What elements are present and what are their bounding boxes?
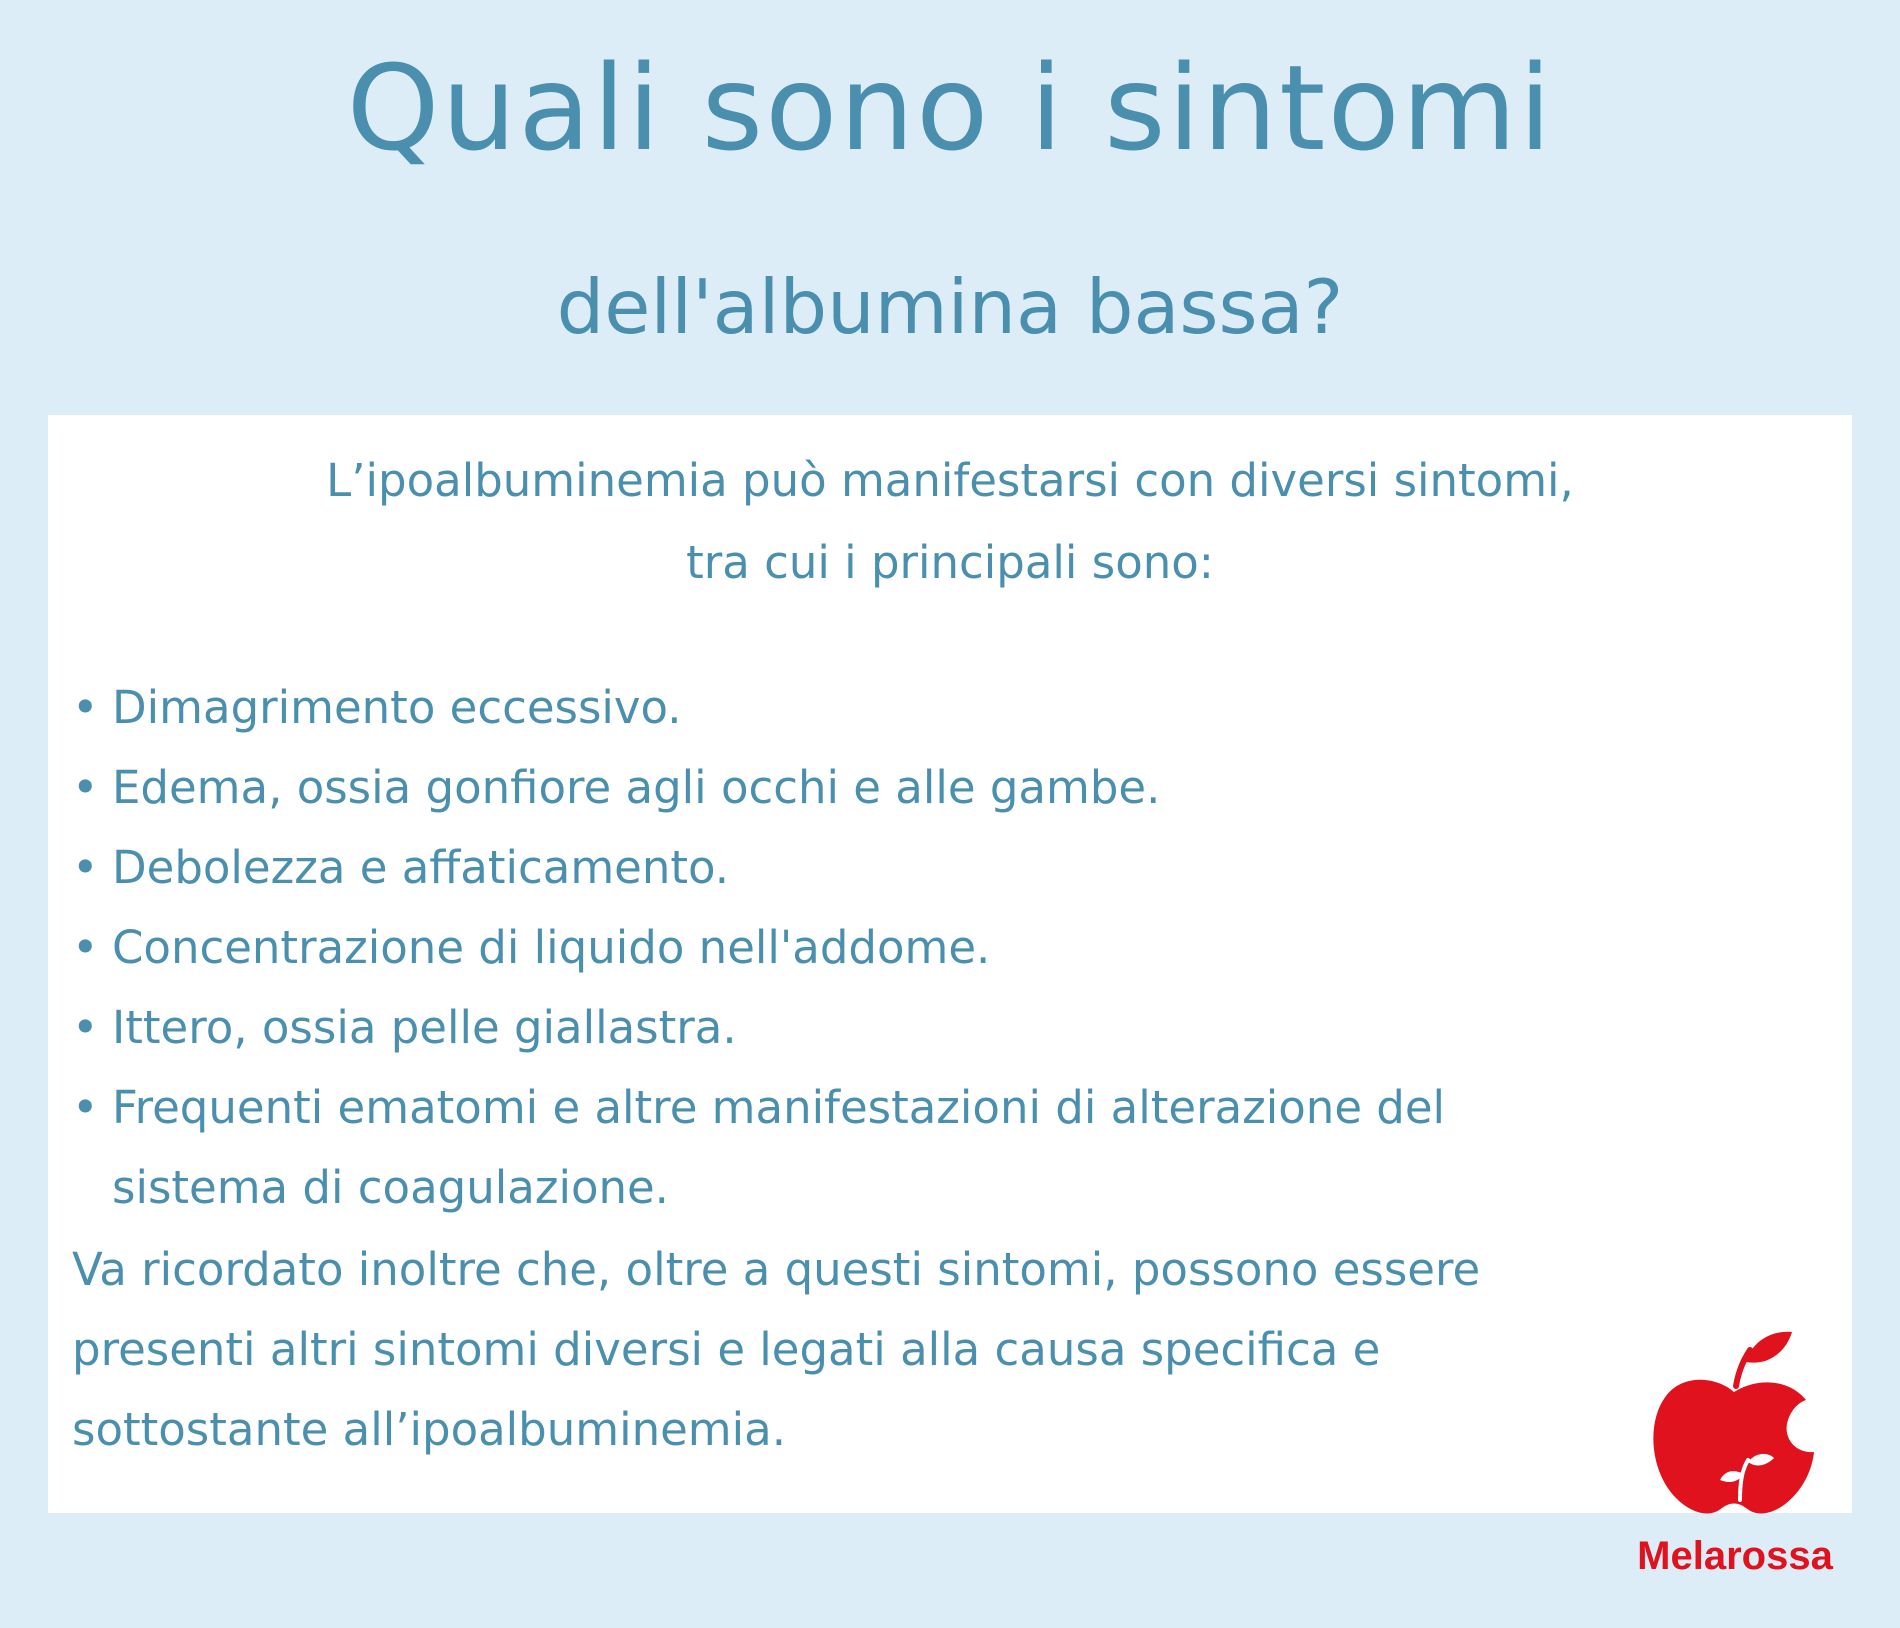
list-item: [72, 1068, 1445, 1148]
intro-line: tra cui i principali sono:: [686, 536, 1214, 589]
list-item: [72, 908, 1445, 988]
bullet-icon: •: [72, 1081, 99, 1134]
list-item-text: Ittero, ossia pelle giallastra.: [112, 1001, 737, 1054]
bullet-icon: •: [72, 921, 99, 974]
symptom-list: [72, 668, 1445, 1228]
intro-text: [48, 440, 1852, 604]
outro-line: sottostante all’ipoalbuminemia.: [72, 1403, 787, 1456]
list-item-text: sistema di coagulazione.: [112, 1161, 669, 1214]
list-item-text: Frequenti ematomi e altre manifestazioni di alterazione del: [112, 1081, 1446, 1134]
bullet-icon: •: [72, 681, 99, 734]
list-item-text: Dimagrimento eccessivo.: [112, 681, 682, 734]
outro-text: [72, 1230, 1692, 1470]
brand-name: Melarossa: [1637, 1534, 1833, 1578]
list-item-continuation: [72, 1148, 1445, 1228]
melarossa-logo: [1620, 1322, 1850, 1582]
content-card: [48, 415, 1852, 1513]
intro-line: L’ipoalbuminemia può manifestarsi con diversi sintomi,: [326, 454, 1574, 507]
apple-icon: [1620, 1322, 1850, 1532]
list-item: [72, 828, 1445, 908]
page-title: Quali sono i sintomi: [346, 39, 1554, 177]
list-item-text: Concentrazione di liquido nell'addome.: [112, 921, 991, 974]
list-item: [72, 668, 1445, 748]
list-item: [72, 988, 1445, 1068]
list-item-text: Debolezza e affaticamento.: [112, 841, 730, 894]
list-item: [72, 748, 1445, 828]
list-item-text: Edema, ossia gonfiore agli occhi e alle gambe.: [112, 761, 1161, 814]
outro-line: presenti altri sintomi diversi e legati alla causa specifica e: [72, 1323, 1381, 1376]
bullet-icon: •: [72, 761, 99, 814]
bullet-icon: •: [72, 841, 99, 894]
page-subtitle: dell'albumina bassa?: [556, 263, 1344, 351]
outro-line: Va ricordato inoltre che, oltre a questi sintomi, possono essere: [72, 1243, 1481, 1296]
bullet-icon: •: [72, 1001, 99, 1054]
